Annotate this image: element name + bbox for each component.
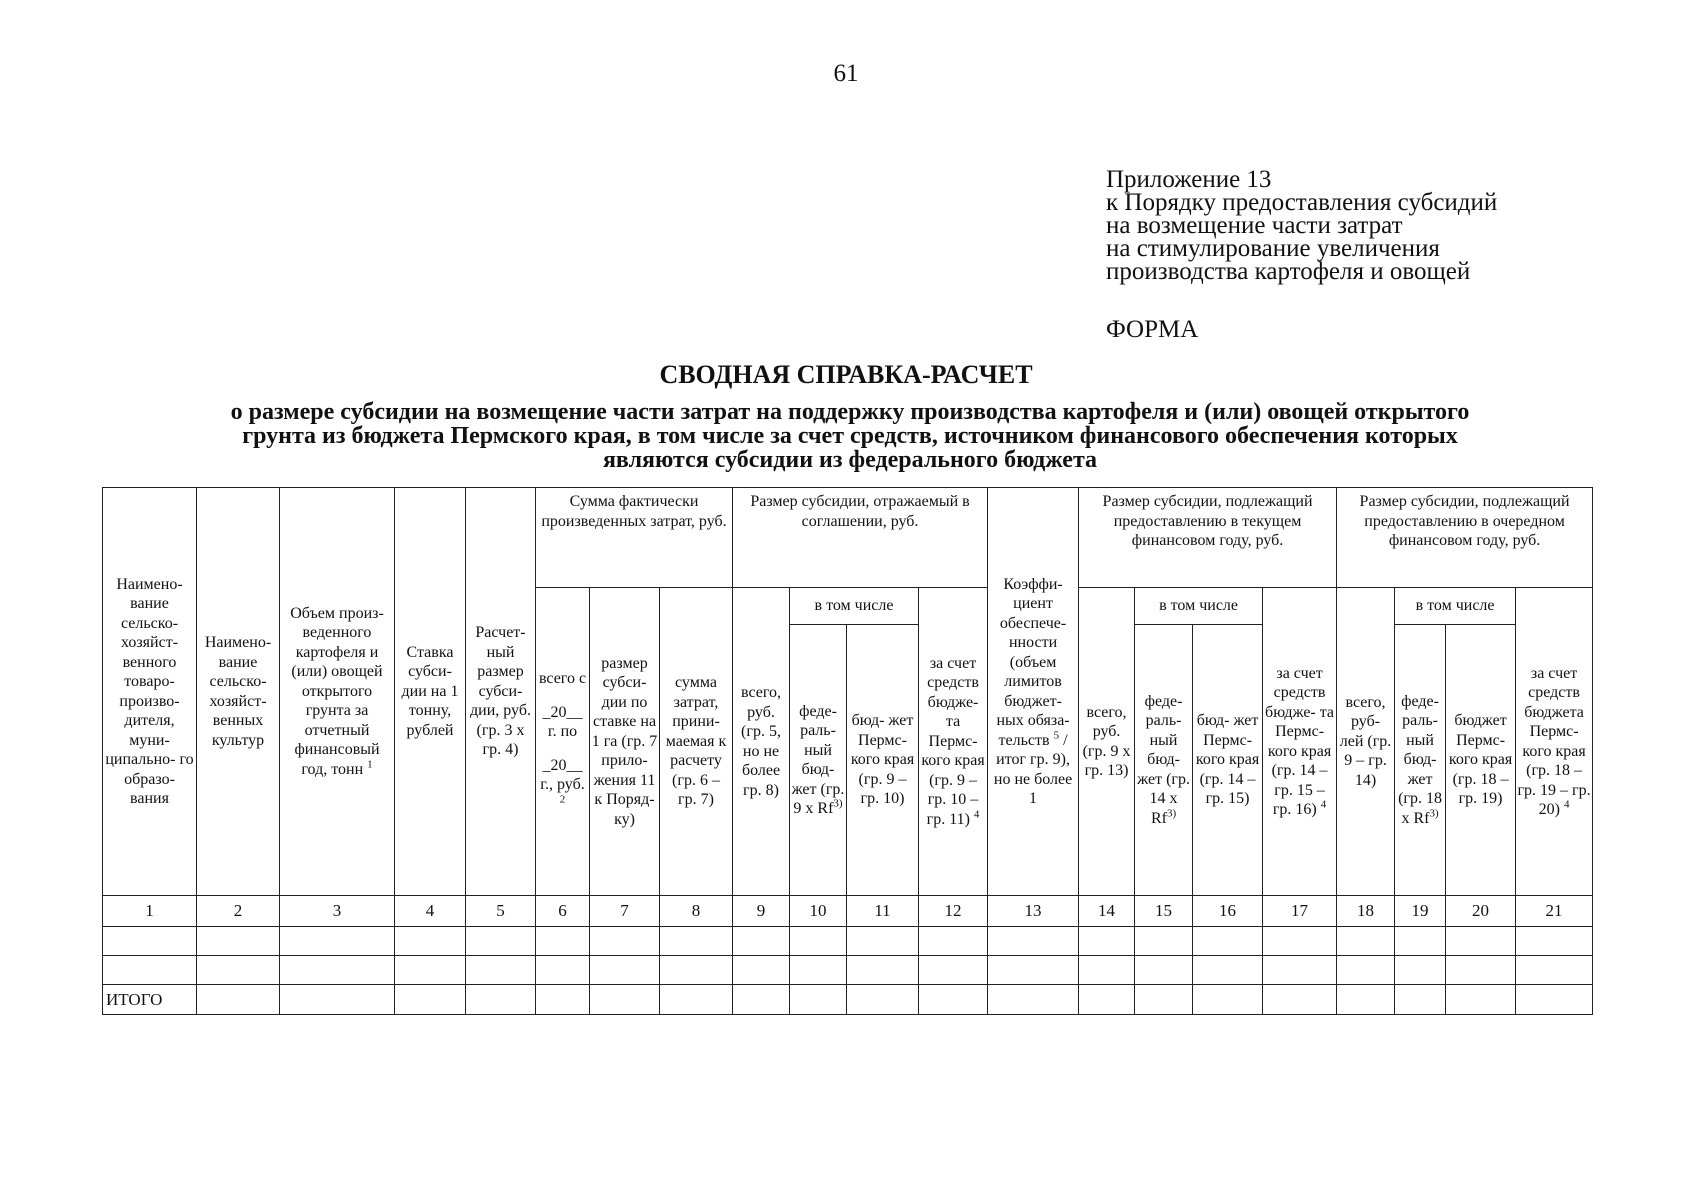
header-col-15 <box>1135 625 1193 896</box>
header-col-6-b: _20__ г. по <box>542 703 583 740</box>
table-cell <box>847 927 919 956</box>
table-cell <box>1263 985 1337 1015</box>
footnote-ref: 3) <box>833 797 843 810</box>
table-cell <box>466 927 536 956</box>
header-col-1: Наимено- вание сельско- хозяйст- венного товаро- произво- дителя, муни- ципально- го образо- вания <box>103 488 197 896</box>
table-cell <box>1135 985 1193 1015</box>
table-cell <box>1193 927 1263 956</box>
subtitle-line: о размере субсидии на возмещение части затрат на поддержку производства картофеля и (или) овощей открытого <box>230 399 1470 425</box>
table-cell <box>197 927 280 956</box>
header-col-17-text: за счет средств бюдже- та Пермс- кого края (гр. 14 – гр. 15 – гр. 16) <box>1265 664 1335 818</box>
subtitle-line: грунта из бюджета Пермского края, в том числе за счет средств, источником финансового обеспечения которых <box>242 423 1458 449</box>
header-col-13-text: Коэффи- циент обеспече- нности (объем лимитов бюджет- ных обяза- тельств <box>996 575 1070 749</box>
footnote-ref: 3) <box>1166 807 1177 820</box>
header-col-17 <box>1263 588 1337 896</box>
header-col-3-text: Объем произ- веденного картофеля и (или) овощей открытого грунта за отчетный финансовый год, тонн <box>290 604 384 778</box>
table-cell <box>197 985 280 1015</box>
table-cell <box>660 985 733 1015</box>
document-title: СВОДНАЯ СПРАВКА-РАСЧЕТ <box>659 360 1033 389</box>
column-number: 5 <box>466 896 536 927</box>
column-number: 1 <box>103 896 197 927</box>
table-cell <box>1135 956 1193 985</box>
table-cell <box>1263 956 1337 985</box>
table-cell <box>919 985 988 1015</box>
table-cell <box>790 985 847 1015</box>
table-cell <box>660 956 733 985</box>
appendix-block <box>1106 168 1497 283</box>
column-number: 16 <box>1193 896 1263 927</box>
column-number: 12 <box>919 896 988 927</box>
header-col-6 <box>536 588 590 896</box>
table-cell <box>988 927 1079 956</box>
table-cell <box>1079 927 1135 956</box>
table-cell <box>1446 927 1516 956</box>
table-cell <box>733 956 790 985</box>
column-number: 13 <box>988 896 1079 927</box>
table-cell <box>536 985 590 1015</box>
table-cell <box>395 956 466 985</box>
header-col-12 <box>919 588 988 896</box>
footnote-ref: 2 <box>559 793 566 806</box>
column-number: 19 <box>1395 896 1446 927</box>
header-col-20: бюджет Пермс- кого края (гр. 18 – гр. 19) <box>1446 625 1516 896</box>
table-cell <box>280 956 395 985</box>
table-cell <box>1337 927 1395 956</box>
table-cell <box>590 956 660 985</box>
header-col-12-text: за счет средств бюдже- та Пермс- кого края (гр. 9 – гр. 10 – гр. 11) <box>921 654 985 828</box>
table-cell <box>847 956 919 985</box>
header-col-13 <box>988 488 1079 896</box>
calculation-table <box>102 487 1593 1015</box>
header-col-6-c-text: _20__ г., руб. <box>540 756 585 793</box>
header-including-current: в том числе <box>1135 588 1263 625</box>
table-cell <box>919 927 988 956</box>
forma-label: ФОРМА <box>1106 316 1199 343</box>
table-cell <box>1395 927 1446 956</box>
table-cell <box>1516 927 1593 956</box>
header-col-11: бюд- жет Пермс- кого края (гр. 9 – гр. 10) <box>847 625 919 896</box>
header-col-21 <box>1516 588 1593 896</box>
table-cell <box>660 927 733 956</box>
table-cell <box>590 985 660 1015</box>
header-col-21-text: за счет средств бюджета Пермс- кого края (гр. 18 – гр. 19 – гр. 20) <box>1517 664 1591 818</box>
table-cell <box>395 985 466 1015</box>
header-group-agreement: Размер субсидии, отражаемый в соглашении, руб. <box>733 488 988 588</box>
table-cell <box>103 956 197 985</box>
table-cell <box>790 956 847 985</box>
column-number: 4 <box>395 896 466 927</box>
header-col-16: бюд- жет Пермс- кого края (гр. 14 – гр. 15) <box>1193 625 1263 896</box>
header-col-10 <box>790 625 847 896</box>
page-number: 61 <box>833 60 859 87</box>
header-col-9: всего, руб. (гр. 5, но не более гр. 8) <box>733 588 790 896</box>
table-cell <box>1337 956 1395 985</box>
header-col-7: размер субси- дии по ставке на 1 га (гр. 7 прило- жения 11 к Поряд- ку) <box>590 588 660 896</box>
table-cell <box>1263 927 1337 956</box>
column-number: 2 <box>197 896 280 927</box>
table-cell <box>536 927 590 956</box>
table-cell <box>847 985 919 1015</box>
header-col-15-text: феде- раль- ный бюд- жет (гр. 14 х Rf <box>1137 692 1190 827</box>
table-cell <box>466 985 536 1015</box>
table-cell <box>733 985 790 1015</box>
header-col-8: сумма затрат, прини- маемая к расчету (гр. 6 – гр. 7) <box>660 588 733 896</box>
column-number: 15 <box>1135 896 1193 927</box>
appendix-line: на стимулирование увеличения <box>1106 235 1440 262</box>
column-number: 20 <box>1446 896 1516 927</box>
header-col-19-text: феде- раль- ный бюд- жет (гр. 18 х Rf <box>1398 692 1442 827</box>
table-cell <box>1446 956 1516 985</box>
column-number: 18 <box>1337 896 1395 927</box>
total-label: ИТОГО <box>103 985 197 1015</box>
header-col-13-text-b: / итог гр. 9), но не более 1 <box>993 731 1073 807</box>
table-cell <box>1079 956 1135 985</box>
column-number-row <box>103 896 1593 927</box>
table-cell <box>790 927 847 956</box>
appendix-line: на возмещение части затрат <box>1106 212 1403 239</box>
appendix-line: Приложение 13 <box>1106 166 1272 193</box>
table-cell <box>536 956 590 985</box>
header-including-agreement: в том числе <box>790 588 919 625</box>
table-cell <box>733 927 790 956</box>
table-row <box>103 927 1593 956</box>
table-cell <box>1193 985 1263 1015</box>
table-row <box>103 956 1593 985</box>
column-number: 11 <box>847 896 919 927</box>
column-number: 10 <box>790 896 847 927</box>
header-group-next-year: Размер субсидии, подлежащий предоставлению в очередном финансовом году, руб. <box>1337 488 1593 588</box>
header-col-10-text: феде- раль- ный бюд- жет (гр. 9 х Rf <box>791 702 845 817</box>
table-cell <box>280 985 395 1015</box>
table-cell <box>988 956 1079 985</box>
document-subtitle <box>100 400 1600 472</box>
table-cell <box>466 956 536 985</box>
column-number: 14 <box>1079 896 1135 927</box>
column-number: 9 <box>733 896 790 927</box>
header-col-6-c <box>537 756 588 815</box>
table-cell <box>1337 985 1395 1015</box>
table-cell <box>1135 927 1193 956</box>
header-group-actual-costs: Сумма фактически произведенных затрат, руб. <box>536 488 733 588</box>
table-cell <box>1395 956 1446 985</box>
header-including-next: в том числе <box>1395 588 1516 625</box>
table-cell <box>919 956 988 985</box>
table-cell <box>395 927 466 956</box>
column-number: 3 <box>280 896 395 927</box>
footnote-ref: 1 <box>367 758 373 771</box>
total-row <box>103 985 1593 1015</box>
header-group-current-year: Размер субсидии, подлежащий предоставлению в текущем финансовом году, руб. <box>1079 488 1337 588</box>
header-col-14: всего, руб. (гр. 9 х гр. 13) <box>1079 588 1135 896</box>
column-number: 8 <box>660 896 733 927</box>
footnote-ref: 4 <box>1563 798 1570 811</box>
table-cell <box>280 927 395 956</box>
table-cell <box>1516 956 1593 985</box>
footnote-ref: 4 <box>973 808 980 821</box>
appendix-line: производства картофеля и овощей <box>1106 258 1471 285</box>
footnote-ref: 4 <box>1320 798 1327 811</box>
column-number: 21 <box>1516 896 1593 927</box>
table-cell <box>590 927 660 956</box>
table-cell <box>988 985 1079 1015</box>
table-cell <box>197 956 280 985</box>
header-col-5: Расчет- ный размер субси- дии, руб. (гр. 3 х гр. 4) <box>466 488 536 896</box>
table-cell <box>1395 985 1446 1015</box>
column-number: 17 <box>1263 896 1337 927</box>
header-col-19 <box>1395 625 1446 896</box>
table-cell <box>1446 985 1516 1015</box>
subtitle-line: являются субсидии из федерального бюджета <box>602 447 1098 473</box>
column-number: 6 <box>536 896 590 927</box>
appendix-line: к Порядку предоставления субсидий <box>1106 189 1498 216</box>
header-col-4: Ставка субси- дии на 1 тонну, рублей <box>395 488 466 896</box>
table-cell <box>1516 985 1593 1015</box>
table-cell <box>1193 956 1263 985</box>
table-cell <box>103 927 197 956</box>
header-col-18: всего, руб- лей (гр. 9 – гр. 14) <box>1337 588 1395 896</box>
column-number: 7 <box>590 896 660 927</box>
footnote-ref: 3) <box>1429 807 1439 820</box>
header-col-6-a: всего с <box>538 670 587 687</box>
header-col-3 <box>280 488 395 896</box>
header-col-2: Наимено- вание сельско- хозяйст- венных культур <box>197 488 280 896</box>
footnote-ref: 5 <box>1053 729 1060 742</box>
table-cell <box>1079 985 1135 1015</box>
